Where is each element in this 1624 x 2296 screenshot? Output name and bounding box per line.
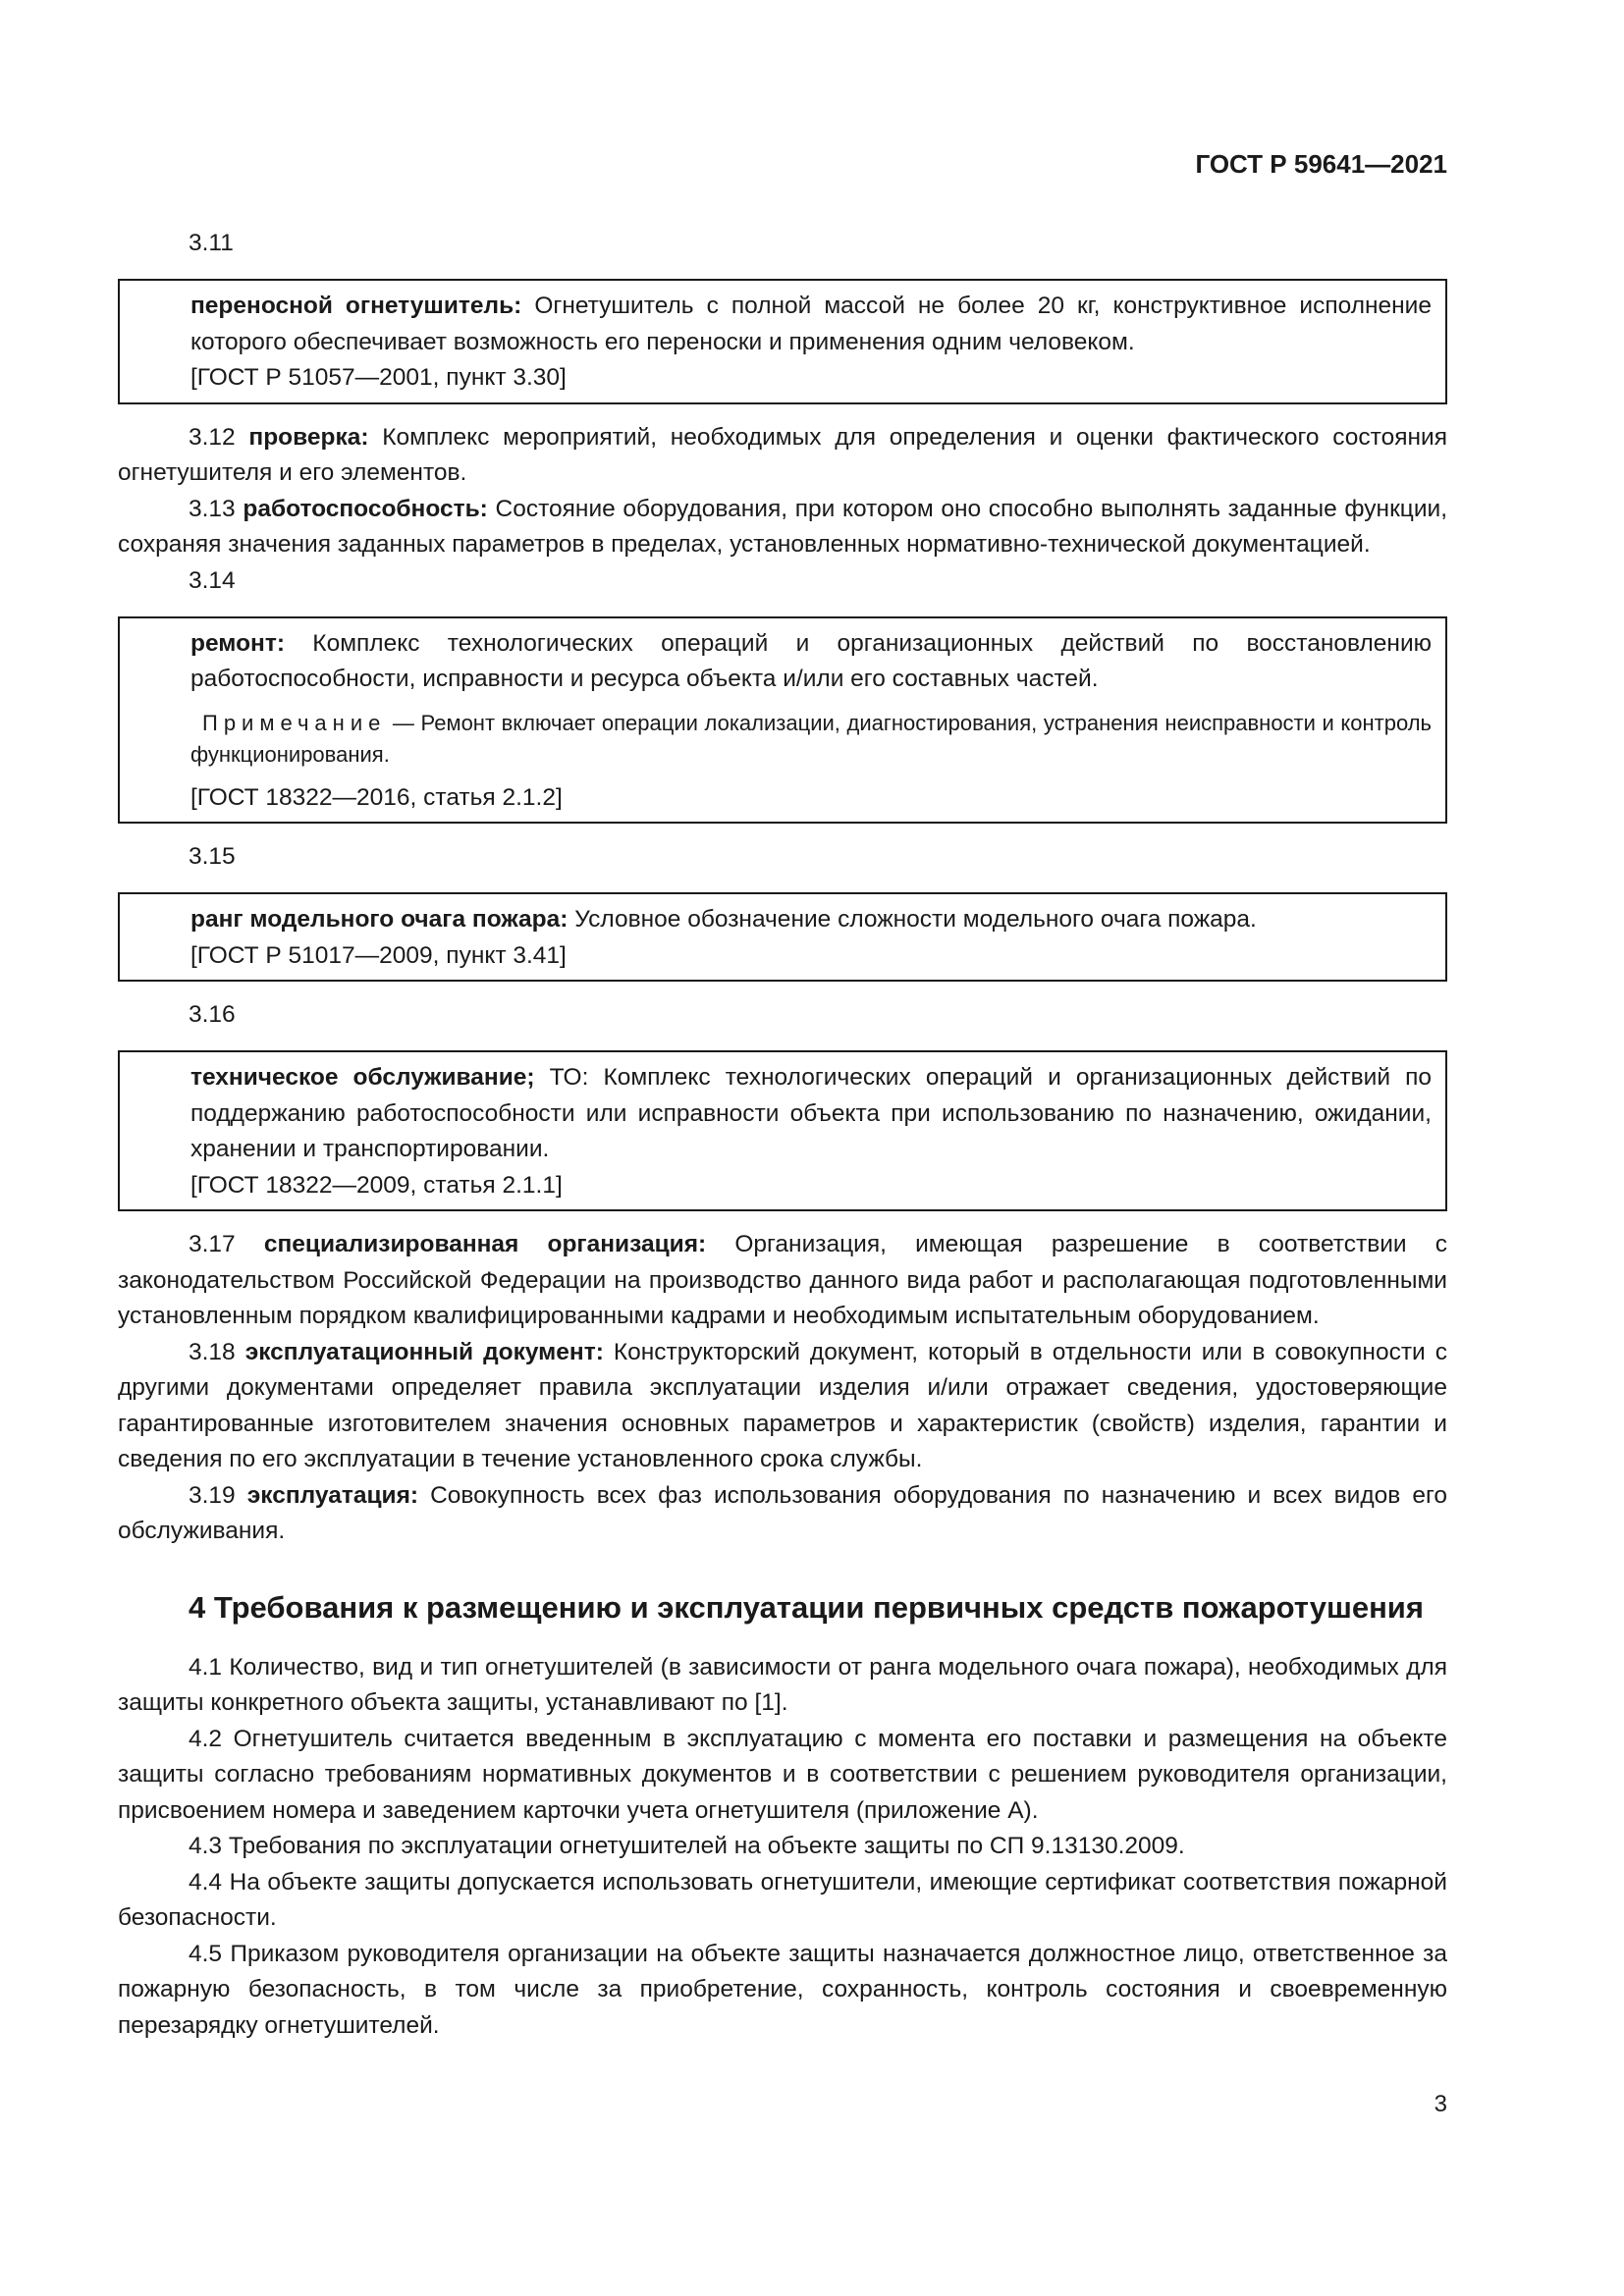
paragraph: 4.1 Количество, вид и тип огнетушителей (в зависимости от ранга модельного очага пожара), необходимых для защиты конкретного объекта защиты, устанавливают по [1]. [118,1653,1447,1716]
definition: Огнетушитель с полной массой не более 20 кг, конструктивное исполнение которого обеспечивает возможность его переноски и применения одним человеком. [190,293,1432,355]
definition-source: [ГОСТ 18322—2016, статья 2.1.2] [190,783,563,811]
term-paragraph [118,1335,1447,1478]
definition-source: [ГОСТ 18322—2009, статья 2.1.1] [190,1171,563,1199]
definition-source: [ГОСТ Р 51057—2001, пункт 3.30] [190,364,567,391]
term-number: 3.12 [189,423,249,451]
paragraph: 4.4 На объекте защиты допускается использовать огнетушители, имеющие сертификат соответствия пожарной безопасности. [118,1868,1447,1931]
definition: Состояние оборудования, при котором оно способно выполнять заданные функции, сохраняя значения заданных параметров в пределах, установленных нормативно-технической документацией. [118,495,1447,558]
term-number: 3.13 [189,495,244,522]
definition: Условное обозначение сложности модельного очага пожара. [568,906,1257,933]
note [190,708,1432,771]
term: техническое обслуживание; [190,1064,535,1091]
note-text: — Ремонт включает операции локализации, диагностирования, устранения неисправности и контроль функционирования. [190,710,1432,767]
definition: Организация, имеющая разрешение в соответствии с законодательством Российской Федерации на производство данного вида работ и располагающая подготовленными установленным порядком квалифицированными кадрами и необходимым испытательным оборудованием. [118,1231,1447,1329]
document-code: ГОСТ Р 59641—2021 [1195,149,1447,179]
term-paragraph [118,420,1447,492]
definition: Конструкторский документ, который в отдельности или в совокупности с другими документами определяет правила эксплуатации изделия и/или отражает сведения, удостоверяющие гарантированные изготовителем значения основных параметров и характеристик (свойств) изделия, гарантии и сведения по его эксплуатации в течение установленного срока службы. [118,1338,1447,1472]
definition-text [190,902,1432,938]
definition-text [190,1060,1432,1168]
term-number: 3.19 [189,1481,247,1509]
definition-text [190,289,1432,360]
definition-text [190,626,1432,698]
term: переносной огнетушитель: [190,293,522,319]
definition: ТО: Комплекс технологических операций и организационных действий по поддержанию работоспособности или исправности объекта при использованию по назначению, ожидании, хранении и транспортировании. [190,1064,1432,1162]
page-number: 3 [1434,2091,1447,2117]
term: эксплуатация: [246,1481,419,1509]
term-number: 3.14 [189,566,236,594]
term-paragraph [118,1478,1447,1550]
definition: Комплекс технологических операций и организационных действий по восстановлению работоспособности, исправности и ресурса объекта и/или его составных частей. [190,629,1432,692]
definition-box [118,1050,1447,1211]
term: ранг модельного очага пожара: [190,906,568,933]
term-paragraph [118,492,1447,563]
term-number: 3.15 [189,843,236,870]
paragraph: 4.5 Приказом руководителя организации на объекте защиты назначается должностное лицо, ответственное за пожарную безопасность, в том числе за приобретение, сохранность, контроль состояния и своевременную перезарядку огнетушителей. [118,1940,1447,2039]
term: ремонт: [190,629,285,657]
term-number: 3.16 [189,1001,236,1028]
definition: Совокупность всех фаз использования оборудования по назначению и всех видов его обслуживания. [118,1481,1447,1544]
term: эксплуатационный документ: [244,1338,604,1365]
term: специализированная организация: [263,1231,707,1257]
term: проверка: [248,423,369,451]
note-label: Примечание [202,710,387,735]
definition-box [118,892,1447,982]
section-heading: 4 Требования к размещению и эксплуатации первичных средств пожаротушения [189,1589,1424,1625]
paragraph: 4.2 Огнетушитель считается введенным в эксплуатацию с момента его поставки и размещения на объекте защиты согласно требованиям нормативных документов и в соответствии с решением руководителя организации, присвоением номера и заведением карточки учета огнетушителя (приложение А). [118,1725,1447,1824]
term-number: 3.17 [189,1231,264,1257]
term-number: 3.11 [189,230,234,256]
definition: Комплекс мероприятий, необходимых для определения и оценки фактического состояния огнетушителя и его элементов. [118,423,1447,486]
paragraph: 4.3 Требования по эксплуатации огнетушителей на объекте защиты по СП 9.13130.2009. [189,1833,1185,1859]
document-body [118,226,1447,2044]
term: работоспособность: [243,495,488,522]
definition-box [118,279,1447,404]
definition-source: [ГОСТ Р 51017—2009, пункт 3.41] [190,941,567,969]
term-number: 3.18 [189,1338,245,1365]
term-paragraph [118,1227,1447,1335]
definition-box [118,616,1447,825]
